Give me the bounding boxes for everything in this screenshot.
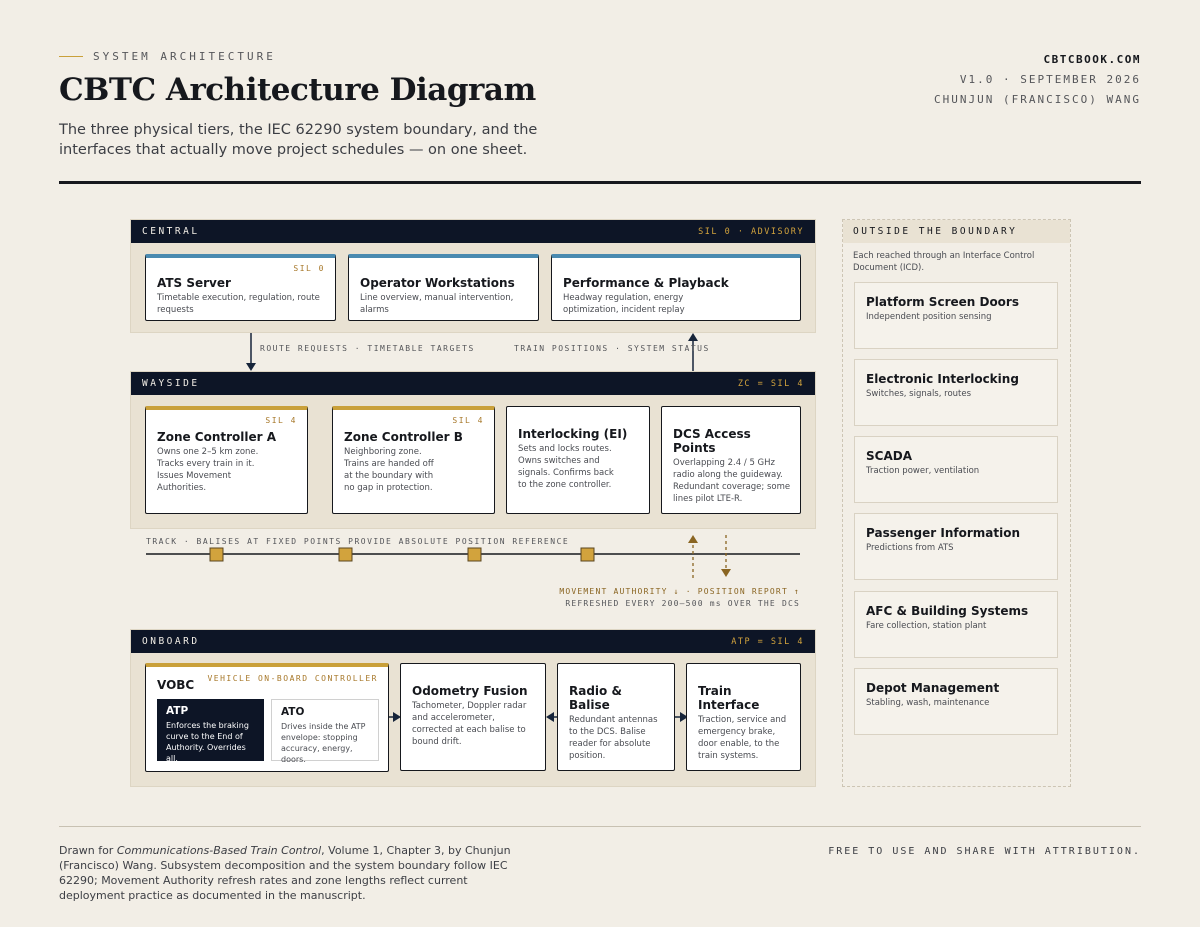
external-system-pis: [854, 513, 1058, 580]
footer-rule: [59, 826, 1141, 827]
box-title: Zone Controller B: [344, 430, 463, 444]
refresh-rate-label: REFRESHED EVERY 200–500 ms OVER THE DCS: [565, 599, 800, 608]
sil-badge: SIL 4: [265, 416, 297, 425]
footer-credit: [59, 843, 529, 903]
box-desc: Owns one 2–5 km zone. Tracks every train in it. Issues Movement Authorities.: [157, 447, 259, 493]
flow-down-label: ROUTE REQUESTS · TIMETABLE TARGETS: [260, 344, 475, 353]
ext-title: SCADA: [866, 449, 912, 463]
external-system-depot: [854, 668, 1058, 735]
ato-title: ATO: [281, 706, 305, 718]
ext-desc: Traction power, ventilation: [866, 466, 980, 476]
site-name: CBTCBOOK.COM: [1043, 53, 1141, 66]
box-desc: Sets and locks routes. Owns switches and signals. Confirms back to the zone controller.: [518, 444, 614, 490]
ext-desc: Switches, signals, routes: [866, 389, 972, 399]
ext-desc: Stabling, wash, maintenance: [866, 698, 990, 708]
sil-badge: SIL 0: [293, 264, 325, 273]
box-desc: Line overview, manual intervention, alarms: [360, 293, 514, 315]
box-title: Train Interface: [698, 684, 760, 712]
ext-title: Electronic Interlocking: [866, 372, 1019, 386]
tier-central-sil: SIL 0 · ADVISORY: [698, 226, 804, 237]
author-line: CHUNJUN (FRANCISCO) WANG: [934, 93, 1141, 106]
box-title: Operator Workstations: [360, 276, 515, 290]
radio-balise-box: [557, 663, 675, 771]
box-title: Performance & Playback: [563, 276, 729, 290]
outside-boundary-note: Each reached through an Interface Control Document (ICD).: [853, 251, 1035, 273]
ext-title: Depot Management: [866, 681, 1000, 695]
track-label: TRACK · BALISES AT FIXED POINTS PROVIDE ABSOLUTE POSITION REFERENCE: [146, 537, 570, 546]
flow-up-label: TRAIN POSITIONS · SYSTEM STATUS: [514, 344, 710, 353]
vobc-tag: VEHICLE ON-BOARD CONTROLLER: [207, 674, 378, 683]
ext-desc: Independent position sensing: [866, 312, 992, 322]
atp-title: ATP: [166, 705, 189, 717]
ext-title: Platform Screen Doors: [866, 295, 1019, 309]
tier-wayside-sil: ZC = SIL 4: [737, 378, 804, 389]
sil-badge: SIL 4: [452, 416, 484, 425]
box-desc: Tachometer, Doppler radar and accelerometer, corrected at each balise to bound drift.: [412, 701, 527, 747]
external-system-interlocking: [854, 359, 1058, 426]
train-interface-box: [686, 663, 801, 771]
external-system-afc: [854, 591, 1058, 658]
box-desc: Overlapping 2.4 / 5 GHz radio along the guideway. Redundant coverage; some lines pilot LTE-R.: [673, 458, 791, 504]
footer-license: FREE TO USE AND SHARE WITH ATTRIBUTION.: [828, 846, 1141, 857]
ext-title: Passenger Information: [866, 526, 1020, 540]
box-title: DCS Access Points: [673, 427, 751, 455]
footer-prefix: Drawn for: [59, 844, 117, 857]
vobc-title: VOBC: [157, 678, 195, 692]
version-line: V1.0 · SEPTEMBER 2026: [959, 73, 1141, 86]
ato-desc: Drives inside the ATP envelope: stopping accuracy, energy, doors.: [281, 722, 366, 764]
outside-boundary-header: [843, 220, 1070, 243]
movement-authority-label: MOVEMENT AUTHORITY ↓ · POSITION REPORT ↑: [559, 587, 800, 596]
eyebrow-text: SYSTEM ARCHITECTURE: [93, 50, 276, 63]
ext-desc: Predictions from ATS: [866, 543, 954, 553]
radio-to-odometry-arrowhead: [546, 712, 554, 722]
footer-book-title: Communications-Based Train Control: [116, 844, 322, 857]
tier-central-name: CENTRAL: [142, 226, 200, 237]
box-title: Odometry Fusion: [412, 684, 528, 698]
box-title: Zone Controller A: [157, 430, 277, 444]
box-desc: Timetable execution, regulation, route requests: [157, 293, 320, 315]
page-title: CBTC Architecture Diagram: [59, 72, 536, 108]
box-desc: Redundant antennas to the DCS. Balise reader for absolute position.: [569, 715, 658, 761]
ext-title: AFC & Building Systems: [866, 604, 1029, 618]
box-desc: Headway regulation, energy optimization, incident replay: [563, 293, 685, 315]
page-subtitle: The three physical tiers, the IEC 62290 system boundary, and the interfaces that actually move project schedules — on one sheet.: [59, 122, 538, 158]
external-system-scada: [854, 436, 1058, 503]
tier-onboard-name: ONBOARD: [142, 636, 200, 647]
ext-desc: Fare collection, station plant: [866, 621, 987, 631]
box-desc: Neighboring zone. Trains are handed off at the boundary with no gap in protection.: [344, 447, 434, 493]
box-title: Interlocking (EI): [518, 427, 628, 441]
external-system-psd: [854, 282, 1058, 349]
atp-desc: Enforces the braking curve to the End of Authority. Overrides all.: [166, 721, 249, 763]
box-title: Radio & Balise: [569, 684, 622, 712]
box-title: ATS Server: [157, 276, 231, 290]
outside-boundary-panel: [842, 219, 1071, 787]
outside-boundary-title: OUTSIDE THE BOUNDARY: [853, 226, 1018, 237]
footer-suffix: , Volume 1, Chapter 3, by Chunjun (Francisco) Wang. Subsystem decomposition and the system boundary follow IEC 62290; Movement Authority refresh rates and zone lengths reflect current deployment practice as documented in the manuscript.: [59, 844, 511, 902]
tier-wayside-name: WAYSIDE: [142, 378, 200, 389]
odometry-fusion-box: [400, 663, 546, 771]
box-desc: Traction, service and emergency brake, door enable, to the train systems.: [698, 715, 787, 761]
tier-onboard-sil: ATP = SIL 4: [731, 636, 804, 647]
